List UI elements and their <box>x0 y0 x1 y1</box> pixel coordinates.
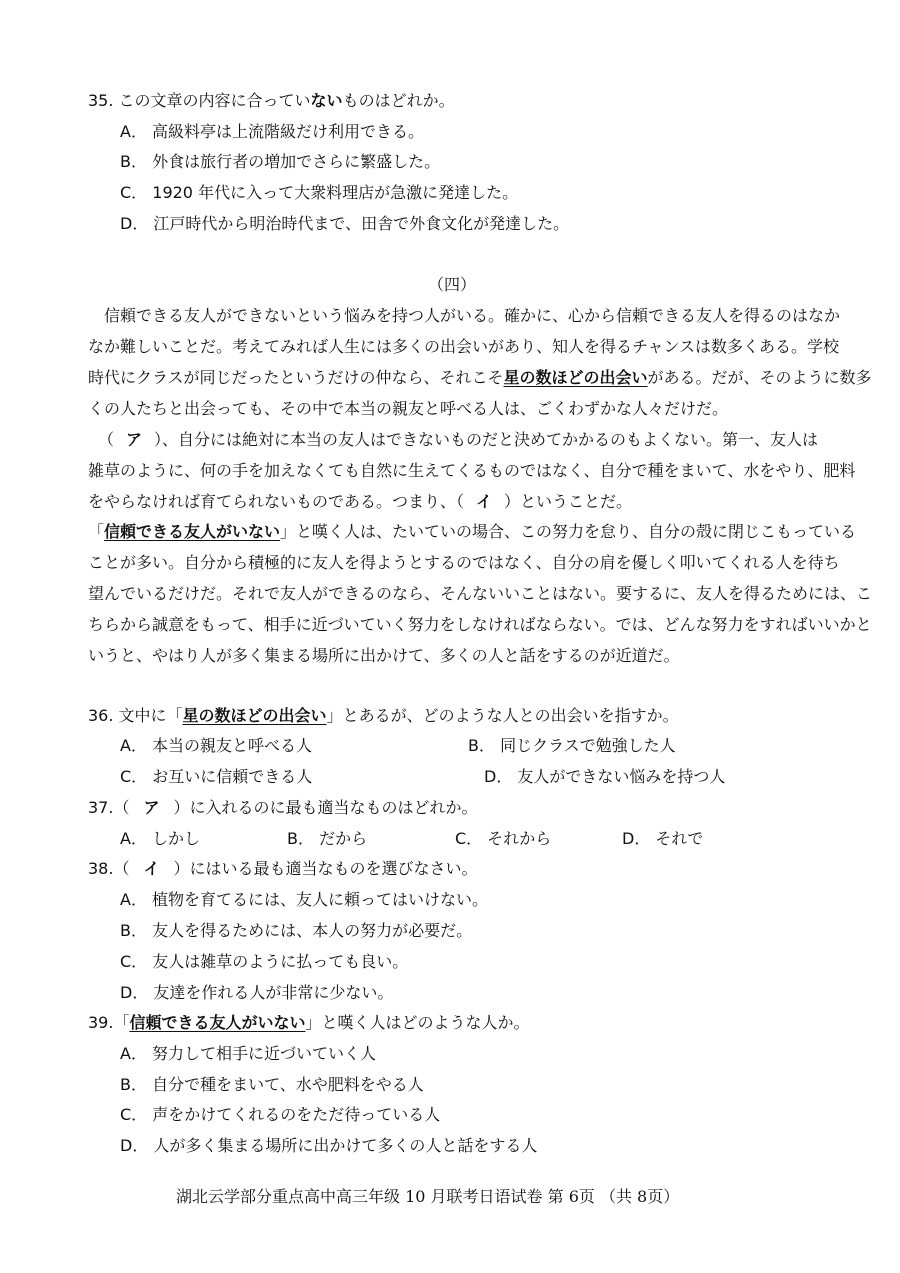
stem-text: 38.（ <box>88 859 130 878</box>
passage-text: 時代にクラスが同じだったというだけの仲なら、それこそ <box>88 368 504 387</box>
passage-line: 望んでいるだけだ。それで友人ができるのなら、そんないいことはない。要するに、友人を得るためには、こ <box>88 584 873 603</box>
passage-line: ことが多い。自分から積極的に友人を得ようとするのではなく、自分の肩を優しく叩いてくれる人を待ち <box>88 553 840 572</box>
passage-line: なか難しいことだ。考えてみれば人生には多くの出会いがあり、知人を得るチャンスは数多くある。学校 <box>88 337 840 356</box>
stem-text: 」とあるが、どのような人との出会いを指すか。 <box>326 706 679 725</box>
stem-text: 36. 文中に「 <box>88 706 183 725</box>
underlined-phrase: 星の数ほどの出会い <box>503 368 648 387</box>
passage-text: ）、自分には絶対に本当の友人はできないものだと決めてかかるのもよくない。第一、友人は <box>154 430 819 449</box>
blank-marker-a: ア <box>126 430 143 449</box>
q35-option-c: C． 1920 年代に入って大衆料理店が急激に発達した。 <box>120 183 519 202</box>
q37-option-b: B． だから <box>287 829 368 848</box>
passage-line: いうと、やはり人が多く集まる場所に出かけて、多くの人と話をするのが近道だ。 <box>88 646 680 665</box>
question-39-stem <box>88 1012 529 1034</box>
passage-line: くの人たちと出会っても、その中で本当の親友と呼べる人は、ごくわずかな人々だけだ。 <box>88 399 729 418</box>
stem-emphasis: ない <box>310 91 343 110</box>
q37-option-c: C． それから <box>455 829 552 848</box>
blank-marker-i: イ <box>476 492 493 511</box>
q35-option-a: A． 高級料亭は上流階級だけ利用できる。 <box>120 122 425 141</box>
q37-option-d: D． それで <box>622 829 704 848</box>
stem-text: 39.「 <box>88 1013 130 1032</box>
passage-text: がある。だが、そのように数多 <box>647 368 872 387</box>
quote-open: 「 <box>88 522 105 541</box>
stem-text: ）に入れるのに最も適当なものはどれか。 <box>173 798 478 817</box>
q37-option-a: A． しかし <box>120 829 201 848</box>
underlined-phrase: 信頼できる友人がいない <box>104 522 281 541</box>
passage-heading: （四） <box>428 275 477 294</box>
passage-line: 雑草のように、何の手を加えなくても自然に生えてくるものではなく、自分で種をまいて、水をやり、肥料 <box>88 461 856 480</box>
stem-text: ものはどれか。 <box>342 91 455 110</box>
passage-text: 」と嘆く人は、たいていの場合、この努力を怠り、自分の殻に閉じこもっている <box>280 522 857 541</box>
question-37-stem <box>88 797 477 819</box>
stem-text: 」と嘆く人はどのような人か。 <box>305 1013 530 1032</box>
q39-option-d: D． 人が多く集まる場所に出かけて多くの人と話をする人 <box>120 1136 538 1155</box>
passage-line: ちらから誠意をもって、相手に近づいていく努力をしなければならない。では、どんな努力をすればいいかと <box>88 615 872 634</box>
underlined-phrase: 星の数ほどの出会い <box>182 706 327 725</box>
underlined-phrase: 信頼できる友人がいない <box>129 1013 306 1032</box>
passage-line <box>88 491 632 513</box>
passage-line <box>88 367 872 389</box>
paren-open: （ <box>98 430 115 449</box>
q39-option-b: B． 自分で種をまいて、水や肥料をやる人 <box>120 1075 424 1094</box>
stem-text: ）にはいる最も適当なものを選びなさい。 <box>173 859 478 878</box>
question-36-stem <box>88 705 679 727</box>
q36-option-c: C． お互いに信頼できる人 <box>120 767 313 786</box>
q38-option-a: A． 植物を育てるには、友人に頼ってはいけない。 <box>120 890 489 909</box>
q36-option-a: A． 本当の親友と呼べる人 <box>120 736 313 755</box>
blank-marker-i: イ <box>143 859 160 878</box>
q35-option-d: D． 江戸時代から明治時代まで、田舎で外食文化が発達した。 <box>120 214 570 233</box>
q39-option-a: A． 努力して相手に近づいていく人 <box>120 1044 377 1063</box>
q35-option-b: B． 外食は旅行者の増加でさらに繁盛した。 <box>120 152 441 171</box>
question-38-stem <box>88 858 477 880</box>
q39-option-c: C． 声をかけてくれるのをただ待っている人 <box>120 1105 441 1124</box>
stem-text: 35. この文章の内容に合ってい <box>88 91 311 110</box>
q36-option-d: D． 友人ができない悩みを持つ人 <box>484 767 726 786</box>
passage-line: 信頼できる友人ができないという悩みを持つ人がいる。確かに、心から信頼できる友人を得るのはなか <box>104 306 841 325</box>
q38-option-c: C． 友人は雑草のように払っても良い。 <box>120 952 409 971</box>
passage-line <box>98 429 818 451</box>
blank-marker-a: ア <box>143 798 160 817</box>
page-footer: 湖北云学部分重点高中高三年级 10 月联考日语试卷 第 6页 （共 8页） <box>176 1187 680 1206</box>
question-35-stem <box>88 90 455 112</box>
q38-option-d: D． 友達を作れる人が非常に少ない。 <box>120 983 394 1002</box>
passage-line <box>88 521 856 543</box>
q36-option-b: B． 同じクラスで勉強した人 <box>468 736 676 755</box>
stem-text: 37.（ <box>88 798 130 817</box>
passage-text: をやらなければ育てられないものである。つまり、（ <box>88 492 465 511</box>
passage-text: ）ということだ。 <box>504 492 633 511</box>
q38-option-b: B． 友人を得るためには、本人の努力が必要だ。 <box>120 921 473 940</box>
